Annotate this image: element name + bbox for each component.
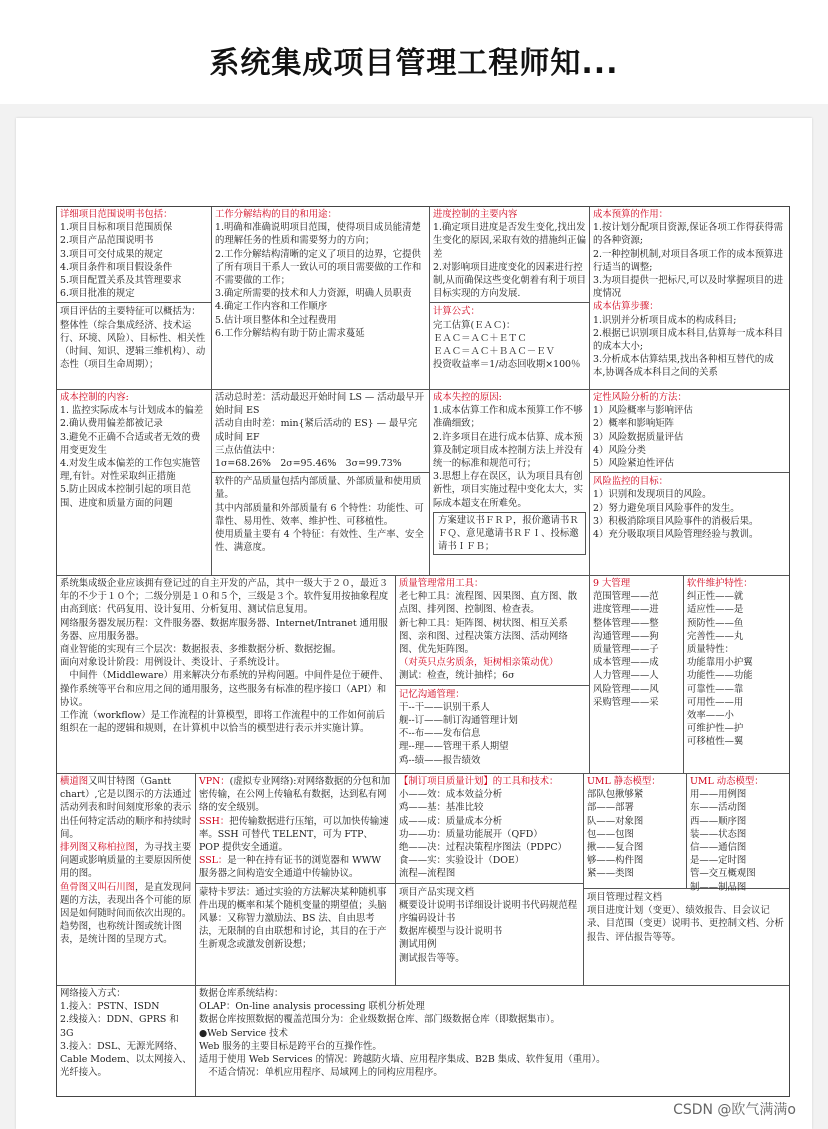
text-line: 3.思想上存在误区，认为项目具有创新性，项目实施过程中变化太大，实际成本超支在所难免。 <box>433 471 584 509</box>
text-line: 1.确定项目进度是否发生变化,找出发生变化的原因,采取有效的措施纠正偏差 <box>433 222 586 260</box>
cell-heading: 成本失控的原因: <box>433 392 502 403</box>
text-line: 可维护性—护 <box>687 723 744 735</box>
text-line: 不--布——发布信息 <box>399 728 481 740</box>
list <box>399 669 586 682</box>
text-line: 3.确定所需要的技术和人力资源，明确人员职责 <box>215 288 412 300</box>
text-line: 排列图又称柏拉图，为寻找主要问题或影响质量的主要原因所使用的图。 <box>60 842 192 880</box>
mnemonic: （对英只点劣质条，矩树相亲策动优） <box>399 657 559 669</box>
list <box>690 788 786 894</box>
text-line: 效率——小 <box>687 710 734 722</box>
text-line: 测试：检查，统计抽样；6σ <box>399 670 515 682</box>
text-line: 功能性——功能 <box>687 670 753 682</box>
text-line: 方案建议书ＦＲＰ，报价邀请书ＲＦＱ、意见邀请书ＲＦＩ、投标邀请书ＩＦＢ； <box>438 514 579 553</box>
text-line: 4.对发生成本偏差的工作包实施管理,有针。对性采取纠正措施 <box>60 458 201 483</box>
text-line: 1.按计划分配项目资源,保证各项工作得获得需的各种资源; <box>593 222 784 247</box>
text-line: ●Web Service 技术 <box>199 1027 288 1039</box>
list <box>60 987 192 1079</box>
list <box>215 221 426 340</box>
text-line: 可用性——用 <box>687 696 744 708</box>
text-line: 商业智能的实现有三个层次：数据报表、多维数据分析、数据挖掘。 <box>60 644 342 656</box>
list <box>399 590 586 656</box>
text-line: 2.项目产品范围说明书 <box>60 235 154 247</box>
list <box>399 788 580 880</box>
watermark: CSDN @欧气满满o <box>673 1102 796 1118</box>
list <box>593 488 786 541</box>
text-line: 绝——决：过程决策程序图法（PDPC） <box>399 842 567 854</box>
text-line: 理--理——管理干系人期望 <box>399 741 509 753</box>
text-line: 5）风险紧迫性评估 <box>593 458 674 470</box>
list <box>687 590 786 748</box>
text-line: 项目管理过程文档 <box>587 892 663 903</box>
text-line: 小——效：成本效益分析 <box>399 789 503 801</box>
text-line: 项目产品实现文档 <box>399 886 475 898</box>
text-line: 2.许多项目在进行成本估算、成本预算及制定项目成本控制方法上并没有统一的标准和规范可行； <box>433 431 584 470</box>
text-line: 5.防止因成本控制引起的项目范围、进度和质量方面的问题 <box>60 484 191 509</box>
text-line: 4）充分吸取项目风险管理经验与教训。 <box>593 529 759 541</box>
text-line: 可靠性——靠 <box>687 683 744 695</box>
text-line: 投资收益率＝1/动态回收期×100％ <box>433 359 581 371</box>
text-line: 测试报告等等。 <box>399 952 465 964</box>
text-line: 6.工作分解结构有助于防止需求蔓延 <box>215 327 365 339</box>
text-line: 采购管理——采 <box>593 696 659 708</box>
cell-heading: UML 动态模型： <box>690 776 764 787</box>
cell-heading: 9 大管理 <box>593 578 631 589</box>
text-line: OLAP：On-line analysis processing 联机分析处理 <box>199 1001 425 1013</box>
text-line: 部队包揪够紧 <box>587 789 644 801</box>
cell-heading: 记忆沟通管理： <box>396 685 589 701</box>
text-line: 横道图又叫甘特图（Gantt chart）,它是以图示的方法通过活动列表和时间刻度形象的表示出任何特定活动的顺序和持续时间。 <box>60 776 192 840</box>
cell-wbs <box>212 207 430 389</box>
text-line: 包——包图 <box>587 828 634 840</box>
list <box>593 221 786 300</box>
text-line: 数据库模型与设计说明书 <box>399 926 503 938</box>
cell-heading: 定性风险分析的方法： <box>593 392 687 403</box>
cell-heading: 计算公式： <box>430 302 589 318</box>
text-line: 紧——类图 <box>587 868 634 880</box>
list <box>593 404 786 470</box>
list <box>199 987 786 1079</box>
page-header <box>0 0 828 104</box>
list <box>593 590 680 709</box>
text-line: 4.项目条件和项目假设条件 <box>60 261 173 273</box>
list <box>433 319 586 372</box>
text-line: 功能靠用小护翼 <box>687 657 753 669</box>
text-line: 沟通管理——狗 <box>593 630 659 642</box>
table-row <box>57 207 789 390</box>
text-line: 风险管理——风 <box>593 683 659 695</box>
cell-quality-plan <box>396 774 584 985</box>
text-line: 1.接入：PSTN、ISDN <box>60 1001 160 1013</box>
text-line: 流程—流程图 <box>399 868 456 880</box>
text-line: VPN：(虚拟专业网络):对网络数据的分包和加密传输，在公网上传输私有数据，达到私有网络的安全级别。 <box>199 776 391 814</box>
cell-float <box>212 390 430 575</box>
knowledge-table <box>56 206 790 1097</box>
table-row <box>57 774 789 986</box>
text-line: 揪——复合图 <box>587 842 644 854</box>
list <box>196 883 395 952</box>
list <box>60 221 208 300</box>
table-row <box>57 576 789 774</box>
cell-schedule-control <box>430 207 590 389</box>
text-line: 功——功：质量功能展开（QFD） <box>399 828 543 840</box>
text-line: 3.避免不正确不合适或者无效的费用变更发生 <box>60 431 201 456</box>
cell-heading: 成本控制的内容: <box>60 392 129 403</box>
text-line: 6.项目批准的规定 <box>60 288 135 300</box>
text-line: 1.成本估算工作和成本预算工作不够准确细致； <box>433 405 583 430</box>
text-line: 3）积极消除项目风险事件的消极后果。 <box>593 515 759 527</box>
text-line: 数据仓库系统结构： <box>199 988 284 999</box>
list <box>396 883 583 965</box>
text-line: 质量特性： <box>687 644 734 656</box>
text-line: 1）风险概率与影响评估 <box>593 405 693 417</box>
text-line: 面向对象设计阶段：用例设计、类设计、子系统设计。 <box>60 657 286 669</box>
text-line: 2.对影响项目进度变化的因素进行控制,从而确保这些变化朝着有利于项目目标实现的方向发展. <box>433 261 586 300</box>
cell-heading: 【制订项目质量计划】的工具和技术： <box>399 776 559 787</box>
list <box>215 391 426 470</box>
text-line: 测试用例 <box>399 939 437 951</box>
list <box>593 314 786 380</box>
text-line: ＥＡＣ＝ＡＣ＋ＢＡＣ－ＥＶ <box>433 346 555 358</box>
text-line: 信——通信图 <box>690 842 747 854</box>
text-line: 食——实：实验设计（DOE） <box>399 855 525 867</box>
cell-cost-overrun <box>430 390 590 575</box>
text-line: 概要设计说明书详细设计说明书代码规范程序编码设计书 <box>399 899 578 925</box>
list <box>60 577 392 735</box>
cell-heading: 成本预算的作用： <box>593 209 669 220</box>
text-line: 5.估计项目整体和全过程费用 <box>215 314 337 326</box>
text-line: 4.确定工作内容和工作顺序 <box>215 301 328 313</box>
list <box>433 221 586 300</box>
text-line: 工作流（workflow）是工作流程的计算模型，即将工作流程中的工作如何前后组织在一起的逻辑和规则，在计算机中以恰当的模型进行表示并实施计算。 <box>60 710 386 735</box>
cell-network-access <box>57 986 196 1096</box>
text-line: 整体管理——整 <box>593 617 659 629</box>
text-line: 够——构件图 <box>587 855 644 867</box>
text-line: 装——状态图 <box>690 828 747 840</box>
text-line: 2.一种控制机制,对项目各项工作的成本预算进行适当的调整; <box>593 248 784 273</box>
text-line: 2）概率和影响矩阵 <box>593 418 674 430</box>
cell-heading: 详细项目范围说明书包括： <box>60 209 173 220</box>
text-line: 5.项目配置关系及其管理要求 <box>60 275 182 287</box>
table-row <box>57 986 789 1096</box>
text-line: 2）努力避免项目风险事件的发生。 <box>593 502 740 514</box>
cell-cost-control <box>57 390 212 575</box>
cell-quality-tools <box>396 576 590 773</box>
document-page <box>16 118 812 1129</box>
text-line: 完工估算(ＥＡＣ)： <box>433 319 516 331</box>
text-line: 鸡——基：基准比较 <box>399 802 484 814</box>
text-line: 数据仓库按照数据的覆盖范围分为：企业级数据仓库、部门级数据仓库（即数据集市）。 <box>199 1014 560 1026</box>
text-line: 新七种工具：矩阵图、树状图、相互关系图、亲和图、过程决策方法图、活动网络图、优先矩阵图。 <box>399 617 568 656</box>
text-line: 完善性——丸 <box>687 630 744 642</box>
text-line: 3.项目可交付成果的规定 <box>60 248 163 260</box>
text-line: SSL：是一种在持有证书的浏览器和 WWW 服务器之间构造安全通道中传输协议。 <box>199 855 382 880</box>
list <box>60 404 208 510</box>
text-line: 预防性——鱼 <box>687 617 744 629</box>
text-line: 可移植性—翼 <box>687 736 744 748</box>
cell-scope-statement <box>57 207 212 389</box>
cell-charts <box>57 774 196 985</box>
text-line: 是——定时图 <box>690 855 747 867</box>
text-line: Web 服务的主要目标是跨平台的互操作性。 <box>199 1040 382 1052</box>
text-line: 其中内部质量和外部质量有 6 个特性：功能性、可靠性、易用性、效率、维护性、可移植性。 <box>215 502 424 527</box>
text-line: 鱼骨图又叫石川图，是直发现问题的方法，表现出各个可能的原因是如何随时间而依次出现的。 <box>60 881 192 920</box>
cell-uml <box>584 774 789 985</box>
cell-data-warehouse <box>196 986 789 1096</box>
text-line: 1.明确和准确说明项目范围，使得项目成员能清楚的理解任务的性质和需要努力的方向； <box>215 222 421 247</box>
text-line: 2.工作分解结构清晰的定义了项目的边界，它提供了所有项目干系人一致认可的项目需要做的工作和不需要做的工作； <box>215 248 422 287</box>
text-line: 活动总时差：活动最迟开始时间 LS — 活动最早开始时间 ES <box>215 392 425 417</box>
text-line: 1σ=68.26% 2σ=95.46% 3σ=99.73% <box>215 458 402 470</box>
text-line: 适用于使用 Web Services 的情况：跨越防火墙、应用程序集成、B2B 集成、软件复用（重用）。 <box>199 1054 606 1066</box>
cell-heading: UML 静态模型： <box>587 776 661 787</box>
text-line: 西——顺序图 <box>690 815 747 827</box>
text-line: 老七种工具：流程图、因果图、直方图、散点图、排列图、控制图、检查表。 <box>399 591 578 616</box>
text-line: 部——部署 <box>587 802 634 814</box>
list <box>587 889 786 944</box>
cell-risk <box>590 390 789 575</box>
cell-network-security <box>196 774 396 985</box>
list <box>60 775 192 947</box>
text-line: 2.确认费用偏差都被记录 <box>60 418 163 430</box>
text-line: ＥＡＣ＝ＡＣ＋ＥＴＣ <box>433 332 527 344</box>
text-line: 4）风险分类 <box>593 444 646 456</box>
text-line: 三点估值法中： <box>215 444 281 456</box>
cell-heading: 风险监控的目标： <box>590 472 789 488</box>
cell-heading: 成本估算步骤： <box>593 301 659 313</box>
text-line: 范围管理——范 <box>593 591 659 603</box>
text-line: 使用质量主要有 4 个特征：有效性、生产率、安全性、满意度。 <box>215 529 424 554</box>
text-line: 3.为项目提供一把标尺,可以及时掌握项目的进度情况 <box>593 275 784 300</box>
cell-heading: 进度控制的主要内容 <box>433 209 518 220</box>
text-line: 1.识别并分析项目成本的构成科目; <box>593 314 737 326</box>
text-line: 系统集成级企业应该拥有登记过的自主开发的产品，其中一级大于２０，最近３年的不少于１０个；二级分别是１０和５个，三级是３个。软件复用按抽象程度由高到底：代码复用、设计复用、分析复用、测试信息复用。 <box>60 578 389 616</box>
text-line: 东——活动图 <box>690 802 747 814</box>
text-line: 鸡--绩——报告绩效 <box>399 754 481 766</box>
text-line: 制——制品图 <box>690 881 747 893</box>
list <box>587 788 683 880</box>
text-line: 质量管理——子 <box>593 644 659 656</box>
text-line: 1）识别和发现项目的风险。 <box>593 489 712 501</box>
text-line: 成本管理——成 <box>593 657 659 669</box>
text-line: 1. 监控实际成本与计划成本的偏差 <box>60 405 204 417</box>
text-line: 不适合情况：单机应用程序、局域网上的同构应用程序。 <box>199 1067 443 1079</box>
text-line: 舰--订——制订沟通管理计划 <box>399 715 518 727</box>
text-line: 3.分析成本估算结果,找出各种相互替代的成本,协调各成本科目之间的关系 <box>593 354 774 379</box>
cell-heading: 质量管理常用工具： <box>399 578 484 589</box>
cell-heading: 工作分解结构的目的和用途： <box>215 209 337 220</box>
list <box>212 472 429 554</box>
cell-heading: 软件维护特性： <box>687 578 753 589</box>
cell-sub: 项目评估的主要特征可以概括为：整体性（综合集成经济、技术运行、环境、风险）、目标性、相关性（时间、知识、逻辑三维机构）、动态性（项目生命周期）； <box>57 302 211 371</box>
text-line: 2.线接入：DDN、GPRS 和 3G <box>60 1014 179 1039</box>
table-row <box>57 390 789 576</box>
text-line: 中间件（Middleware）用来解决分布系统的异构问题。中间件是位于硬件、操作系统等平台和应用之间的通用服务，这些服务有标准的程序接口（API）和协议。 <box>60 670 389 708</box>
text-line: 3.接入：DSL、无源光网络、Cable Modem、以太网接入、光纤接入。 <box>60 1040 192 1079</box>
text-line: 成——成：质量成本分析 <box>399 815 503 827</box>
text-line: 2.根据已识别项目成本科目,估算每一成本科目的成本大小; <box>593 327 784 353</box>
text-line: 干--干——识别干系人 <box>399 701 490 713</box>
list <box>433 512 586 556</box>
page-title: 系统集成项目管理工程师知... <box>209 46 619 81</box>
text-line: 纠正性——就 <box>687 591 744 603</box>
list <box>199 775 392 881</box>
text-line: 3）风险数据质量评估 <box>593 431 684 443</box>
text-line: 软件的产品质量包括内部质量、外部质量和使用质量。 <box>215 476 422 501</box>
text-line: 网络接入方式： <box>60 988 126 999</box>
text-line: 网络服务器发展历程：文件服务器、数据库服务器、Internet/Intranet 通用服务器、应用服务器。 <box>60 617 388 642</box>
text-line: 管—交互概观图 <box>690 868 756 880</box>
text-line: 队——对象图 <box>587 815 644 827</box>
list <box>433 404 586 510</box>
cell-system-integration <box>57 576 396 773</box>
text-line: 1.项目目标和项目范围质保 <box>60 222 173 234</box>
text-line: 趋势图，也称统计图或统计图表，是统计图的呈现方式。 <box>60 921 182 946</box>
cell-maintenance <box>684 576 789 773</box>
text-line: 用——用例图 <box>690 789 747 801</box>
text-line: SSH：把传输数据进行压缩，可以加快传输速率。SSH 可替代 TELENT，可为 FTP、POP 提供安全通道。 <box>199 815 389 854</box>
text-line: 蒙特卡罗法：通过实验的方法解决某种随机事件出现的概率和某个随机变量的期望值；头脑风暴：又称智力激励法、BS 法、自由思考法，无限制的自由联想和讨论，其目的在于产生新观念或激发创新设想； <box>199 886 387 951</box>
text-line: 活动自由时差：min{紧后活动的 ES} — 最早完成时间 EF <box>215 418 418 443</box>
cell-nine-areas <box>590 576 684 773</box>
cell-cost-budget <box>590 207 789 389</box>
text-line: 人力管理——人 <box>593 670 659 682</box>
text-line: 适应性——是 <box>687 604 744 616</box>
text-line: 项目进度计划（变更）、绩效报告、目会议记录、目范围（变更）说明书、更控制文档、分析报告、评估报告等等。 <box>587 905 784 943</box>
list <box>399 701 586 767</box>
text-line: 进度管理——进 <box>593 604 659 616</box>
